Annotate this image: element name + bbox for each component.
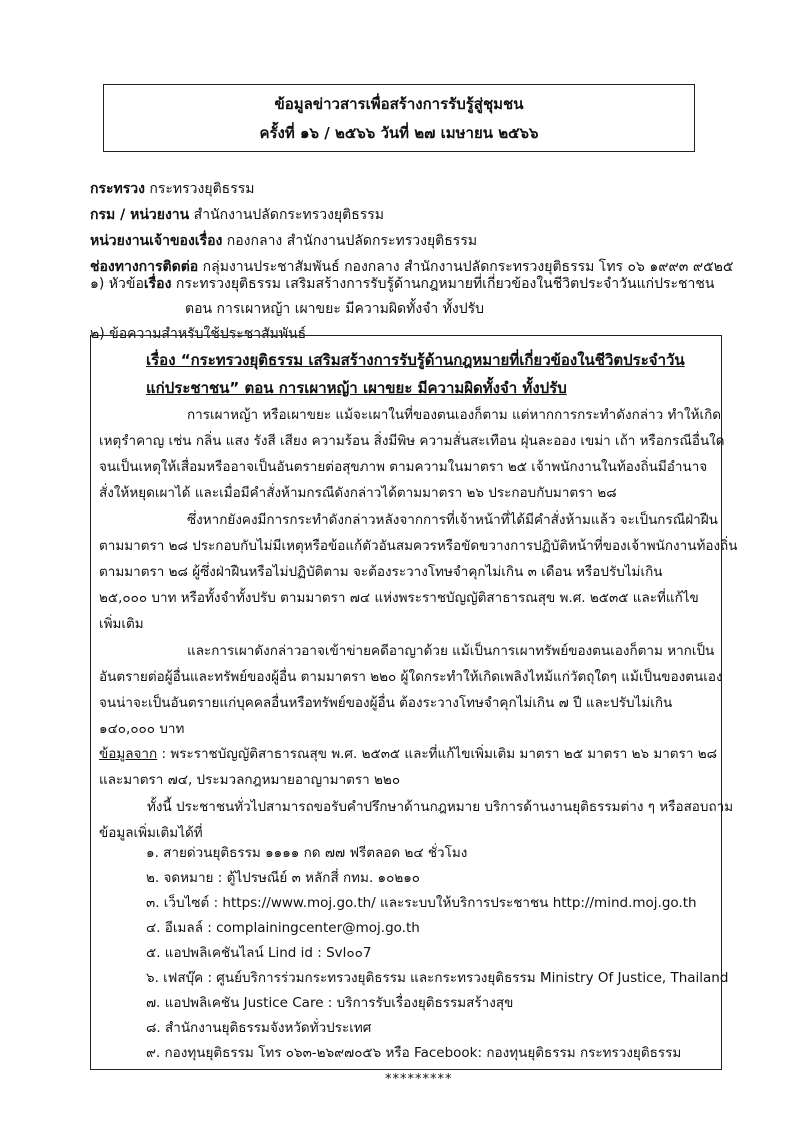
end-marker: ********* [385, 1072, 453, 1087]
list-item: ๘. สำนักงานยุติธรรมจังหวัดทั่วประเทศ [146, 1020, 372, 1036]
list-item: ๖. เฟสบุ๊ค : ศูนย์บริการร่วมกระทรวงยุติธรรม และกระทรวงยุติธรรม Ministry Of Justice, Thailand [146, 970, 729, 986]
pr-message-box [90, 335, 738, 1070]
source-label: ข้อมูลจาก [99, 746, 158, 762]
paragraph-1: การเผาหญ้า หรือเผาขยะ แม้จะเผาในที่ของตนเองก็ตาม แต่หากการกระทำดังกล่าว ทำให้เกิด เหตุรำคาญ เช่น กลิ่น แสง รังสี เสียง ความร้อน สิ่งมีพิษ ความสั่นสะเทือน ฝุ่นละออง เขม่า เถ้า หรือกรณีอื่นใด จนเป็นเหตุให้เสื่อมหรืออาจเป็นอันตรายต่อสุขภาพ ตามความในมาตรา ๒๕ เจ้าพนักงานในท้องถิ่นมีอำนาจ สั่งให้หยุดเผาได้ และเมื่อมีคำสั่งห้ามกรณีดังกล่าวได้ตามมาตรา ๒๖ ประกอบกับมาตรา ๒๘ [99, 407, 725, 501]
list-item: ๕. แอปพลิเคชันไลน์ Lind id : Svl๐๐7 [146, 945, 372, 961]
source-reference: ข้อมูลจาก : พระราชบัญญัติสาธารณสุข พ.ศ. ๒๕๓๕ และที่แก้ไขเพิ่มเติม มาตรา ๒๕ มาตรา ๒๖ มาตรา ๒๘ และมาตรา ๗๔, ประมวลกฎหมายอาญามาตรา ๒๒๐ [99, 746, 718, 788]
header-box [103, 84, 695, 152]
list-item: ๙. กองทุนยุติธรรม โทร ๐๖๓-๒๖๙๗๐๕๖ หรือ Facebook: กองทุนยุติธรรม กระทรวงยุติธรรม [146, 1045, 682, 1061]
topic-episode: ตอน การเผาหญ้า เผาขยะ มีความผิดทั้งจำ ทั้งปรับ [185, 301, 485, 317]
contact-channel-list [146, 841, 729, 1066]
list-item: ๒. จดหมาย : ตู้ไปรษณีย์ ๓ หลักสี่ กทม. ๑๐๒๑๐ [146, 870, 421, 886]
meta-contact: ช่องทางการติดต่อ กลุ่มงานประชาสัมพันธ์ กองกลาง สำนักงานปลัดกระทรวงยุติธรรม โทร ๐๖ ๑๙๙๓ ๙๕๒๕ [90, 259, 734, 275]
pr-message-heading: ๒) ข้อความสำหรับใช้ประชาสัมพันธ์ [90, 326, 307, 342]
contact-intro: ทั้งนี้ ประชาชนทั่วไปสามารถขอรับคำปรึกษาด้านกฎหมาย บริการด้านงานยุติธรรมต่าง ๆ หรือสอบถาม ข้อมูลเพิ่มเติมได้ที่ [99, 799, 734, 841]
subject-heading: เรื่อง “กระทรวงยุติธรรม เสริมสร้างการรับรู้ด้านกฎหมายที่เกี่ยวข้องในชีวิตประจำวัน แก่ประชาชน” ตอน การเผาหญ้า เผาขยะ มีความผิดทั้งจำ ทั้งปรับ [146, 351, 685, 397]
header-title: ข้อมูลข่าวสารเพื่อสร้างการรับรู้สู่ชุมชน [274, 94, 524, 113]
meta-department: กรม / หน่วยงาน สำนักงานปลัดกระทรวงยุติธรรม [90, 207, 385, 223]
meta-section [90, 176, 770, 280]
meta-owner-unit: หน่วยงานเจ้าของเรื่อง กองกลาง สำนักงานปลัดกระทรวงยุติธรรม [90, 233, 478, 249]
paragraph-2: ซึ่งหากยังคงมีการกระทำดังกล่าวหลังจากการที่เจ้าหน้าที่ได้มีคำสั่งห้ามแล้ว จะเป็นกรณีฝ่าฝืน ตามมาตรา ๒๘ ประกอบกับไม่มีเหตุหรือข้อแก้ตัวอันสมควรหรือขัดขวางการปฏิบัติหน้าที่ของเจ้าพนักงานท้องถิ่น ตามมาตรา ๒๘ ผู้ซึ่งฝ่าฝืนหรือไม่ปฏิบัติตาม จะต้องระวางโทษจำคุกไม่เกิน ๓ เดือน หรือปรับไม่เกิน ๒๕,๐๐๐ บาท หรือทั้งจำทั้งปรับ ตามมาตรา ๗๔ แห่งพระราชบัญญัติสาธารณสุข พ.ศ. ๒๕๓๕ และที่แก้ไข เพิ่มเติม [99, 512, 738, 632]
list-item: ๗. แอปพลิเคชัน Justice Care : บริการรับเรื่องยุติธรรมสร้างสุข [146, 995, 514, 1011]
list-item: ๔. อีเมลล์ : complainingcenter@moj.go.th [146, 920, 420, 936]
meta-ministry: กระทรวง กระทรวงยุติธรรม [90, 181, 255, 197]
topic-line: ๑) หัวข้อเรื่อง กระทรวงยุติธรรม เสริมสร้างการรับรู้ด้านกฎหมายที่เกี่ยวข้องในชีวิตประจำวันแก่ประชาชน [90, 276, 715, 292]
paragraph-3: และการเผาดังกล่าวอาจเข้าข่ายคดีอาญาด้วย แม้เป็นการเผาทรัพย์ของตนเองก็ตาม หากเป็น อันตรายต่อผู้อื่นและทรัพย์ของผู้อื่น ตามมาตรา ๒๒๐ ผู้ใดกระทำให้เกิดเพลิงไหม้แก่วัตถุใดๆ แม้เป็นของตนเอง จนน่าจะเป็นอันตรายแก่บุคคลอื่นหรือทรัพย์ของผู้อื่น ต้องระวางโทษจำคุกไม่เกิน ๗ ปี และปรับไม่เกิน ๑๔๐,๐๐๐ บาท [99, 643, 723, 737]
header-issue-date: ครั้งที่ ๑๖ / ๒๕๖๖ วันที่ ๒๗ เมษายน ๒๕๖๖ [259, 123, 539, 142]
list-item: ๓. เว็บไซต์ : https://www.moj.go.th/ และระบบให้บริการประชาชน http://mind.moj.go.th [146, 895, 697, 911]
list-item: ๑. สายด่วนยุติธรรม ๑๑๑๑ กด ๗๗ ฟรีตลอด ๒๔ ชั่วโมง [146, 845, 468, 861]
